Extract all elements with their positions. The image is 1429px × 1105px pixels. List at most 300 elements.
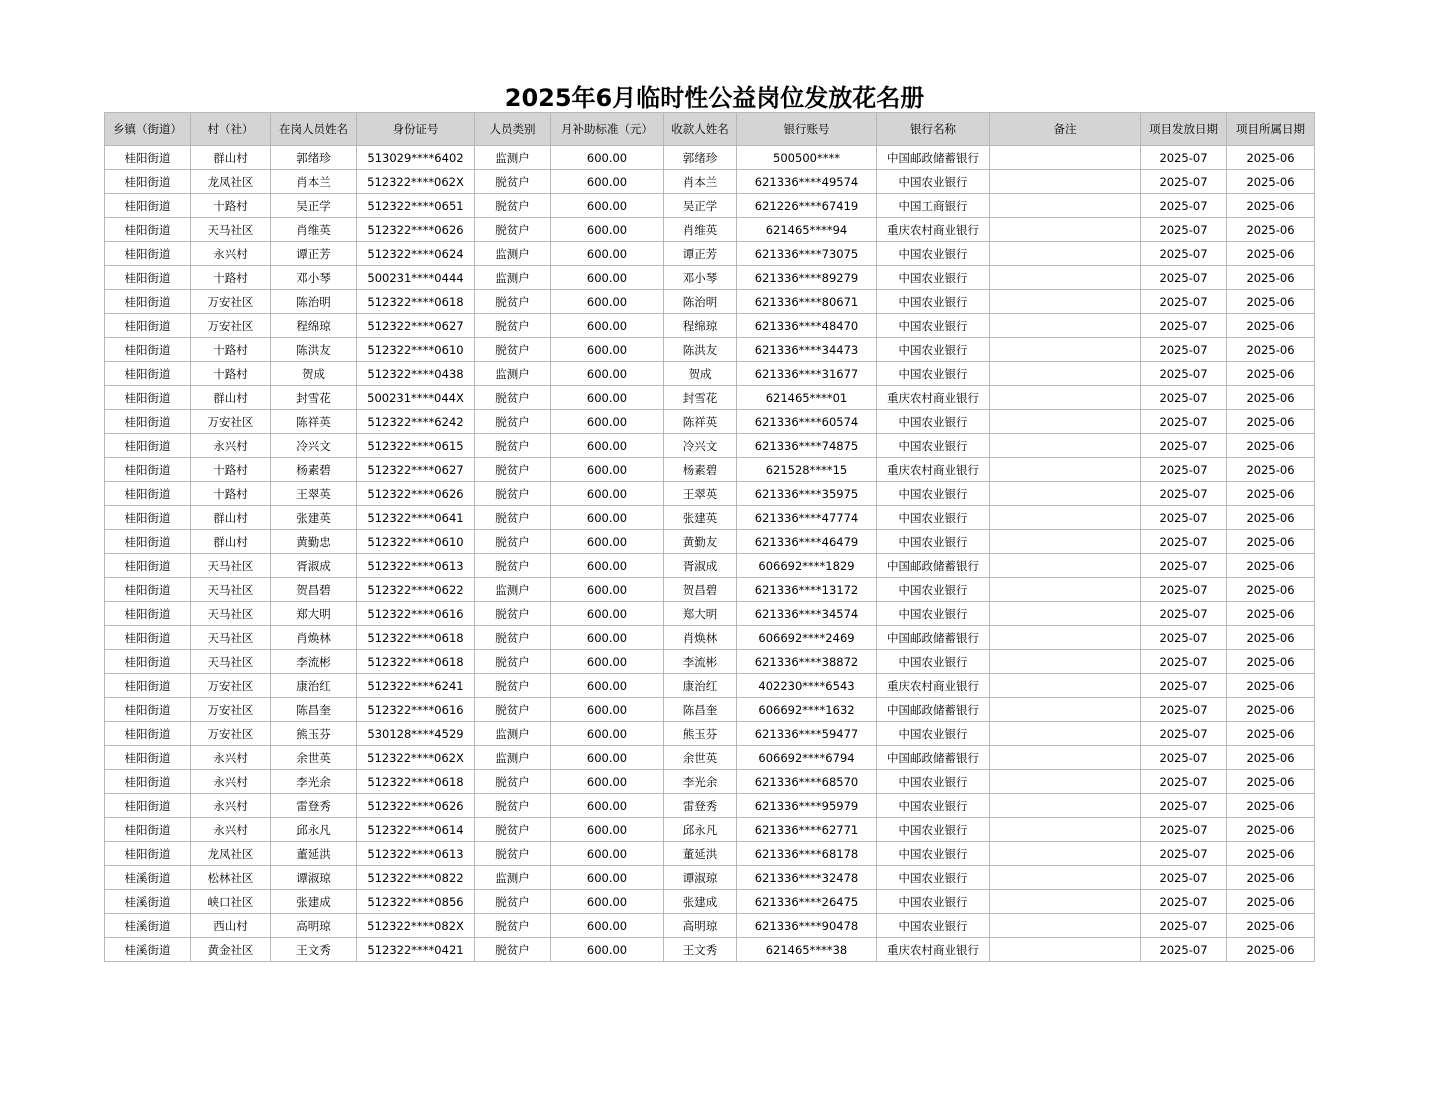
cell-category: 脱贫户 (475, 650, 551, 674)
cell-bank-account: 621336****68178 (737, 842, 877, 866)
cell-period-date: 2025-06 (1227, 146, 1315, 170)
cell-township: 桂溪街道 (105, 890, 191, 914)
cell-payee-name: 黄勤友 (664, 530, 737, 554)
cell-remarks (990, 482, 1141, 506)
cell-township: 桂阳街道 (105, 746, 191, 770)
cell-village: 天马社区 (191, 554, 271, 578)
cell-category: 脱贫户 (475, 482, 551, 506)
cell-period-date: 2025-06 (1227, 770, 1315, 794)
cell-pay-date: 2025-07 (1141, 650, 1227, 674)
cell-township: 桂阳街道 (105, 506, 191, 530)
cell-pay-date: 2025-07 (1141, 842, 1227, 866)
cell-village: 十路村 (191, 194, 271, 218)
cell-period-date: 2025-06 (1227, 410, 1315, 434)
cell-monthly-subsidy: 600.00 (551, 482, 664, 506)
header-staff-name: 在岗人员姓名 (271, 113, 357, 146)
cell-pay-date: 2025-07 (1141, 194, 1227, 218)
cell-staff-name: 杨素碧 (271, 458, 357, 482)
cell-village: 龙凤社区 (191, 170, 271, 194)
cell-staff-name: 谭正芳 (271, 242, 357, 266)
cell-village: 十路村 (191, 458, 271, 482)
cell-period-date: 2025-06 (1227, 866, 1315, 890)
cell-payee-name: 贺昌碧 (664, 578, 737, 602)
cell-village: 天马社区 (191, 602, 271, 626)
cell-pay-date: 2025-07 (1141, 554, 1227, 578)
cell-pay-date: 2025-07 (1141, 434, 1227, 458)
cell-payee-name: 张建英 (664, 506, 737, 530)
cell-township: 桂阳街道 (105, 146, 191, 170)
cell-remarks (990, 170, 1141, 194)
cell-category: 脱贫户 (475, 530, 551, 554)
cell-id-number: 512322****0822 (357, 866, 475, 890)
cell-pay-date: 2025-07 (1141, 386, 1227, 410)
cell-bank-name: 中国邮政储蓄银行 (877, 626, 990, 650)
cell-village: 万安社区 (191, 722, 271, 746)
cell-payee-name: 雷登秀 (664, 794, 737, 818)
table-row (105, 314, 1315, 338)
cell-bank-account: 621336****48470 (737, 314, 877, 338)
cell-id-number: 512322****0627 (357, 458, 475, 482)
cell-bank-name: 中国农业银行 (877, 266, 990, 290)
table-row (105, 218, 1315, 242)
cell-staff-name: 肖本兰 (271, 170, 357, 194)
cell-pay-date: 2025-07 (1141, 818, 1227, 842)
table-row (105, 698, 1315, 722)
cell-bank-name: 中国邮政储蓄银行 (877, 554, 990, 578)
cell-staff-name: 王翠英 (271, 482, 357, 506)
cell-township: 桂阳街道 (105, 602, 191, 626)
cell-pay-date: 2025-07 (1141, 410, 1227, 434)
cell-pay-date: 2025-07 (1141, 866, 1227, 890)
cell-pay-date: 2025-07 (1141, 602, 1227, 626)
cell-bank-account: 621336****90478 (737, 914, 877, 938)
cell-period-date: 2025-06 (1227, 242, 1315, 266)
cell-id-number: 512322****0618 (357, 626, 475, 650)
cell-id-number: 512322****0610 (357, 338, 475, 362)
cell-payee-name: 杨素碧 (664, 458, 737, 482)
cell-monthly-subsidy: 600.00 (551, 314, 664, 338)
cell-period-date: 2025-06 (1227, 890, 1315, 914)
cell-bank-account: 621336****13172 (737, 578, 877, 602)
table-row (105, 770, 1315, 794)
cell-village: 群山村 (191, 146, 271, 170)
cell-pay-date: 2025-07 (1141, 242, 1227, 266)
cell-pay-date: 2025-07 (1141, 626, 1227, 650)
cell-bank-account: 621465****38 (737, 938, 877, 962)
cell-payee-name: 封雪花 (664, 386, 737, 410)
cell-remarks (990, 698, 1141, 722)
cell-payee-name: 程绵琼 (664, 314, 737, 338)
cell-remarks (990, 194, 1141, 218)
cell-id-number: 500231****0444 (357, 266, 475, 290)
cell-category: 脱贫户 (475, 890, 551, 914)
cell-remarks (990, 218, 1141, 242)
cell-village: 永兴村 (191, 242, 271, 266)
cell-township: 桂阳街道 (105, 794, 191, 818)
cell-remarks (990, 842, 1141, 866)
cell-pay-date: 2025-07 (1141, 746, 1227, 770)
table-row (105, 674, 1315, 698)
cell-village: 十路村 (191, 338, 271, 362)
cell-monthly-subsidy: 600.00 (551, 914, 664, 938)
table-row (105, 554, 1315, 578)
cell-township: 桂阳街道 (105, 578, 191, 602)
cell-township: 桂阳街道 (105, 458, 191, 482)
cell-payee-name: 吴正学 (664, 194, 737, 218)
cell-payee-name: 董延洪 (664, 842, 737, 866)
header-bank-name: 银行名称 (877, 113, 990, 146)
cell-township: 桂阳街道 (105, 194, 191, 218)
header-id-number: 身份证号 (357, 113, 475, 146)
cell-bank-account: 621336****35975 (737, 482, 877, 506)
cell-period-date: 2025-06 (1227, 722, 1315, 746)
cell-bank-name: 中国农业银行 (877, 170, 990, 194)
cell-staff-name: 贺昌碧 (271, 578, 357, 602)
cell-id-number: 512322****062X (357, 170, 475, 194)
cell-village: 永兴村 (191, 746, 271, 770)
cell-id-number: 512322****0616 (357, 698, 475, 722)
cell-period-date: 2025-06 (1227, 818, 1315, 842)
header-remarks: 备注 (990, 113, 1141, 146)
table-row (105, 458, 1315, 482)
header-village: 村（社） (191, 113, 271, 146)
cell-payee-name: 高明琼 (664, 914, 737, 938)
cell-bank-name: 中国邮政储蓄银行 (877, 746, 990, 770)
cell-id-number: 512322****0651 (357, 194, 475, 218)
cell-bank-account: 621226****67419 (737, 194, 877, 218)
cell-category: 脱贫户 (475, 626, 551, 650)
cell-village: 十路村 (191, 362, 271, 386)
cell-bank-account: 621336****46479 (737, 530, 877, 554)
cell-monthly-subsidy: 600.00 (551, 218, 664, 242)
table-row (105, 650, 1315, 674)
cell-remarks (990, 674, 1141, 698)
cell-category: 脱贫户 (475, 794, 551, 818)
header-category: 人员类别 (475, 113, 551, 146)
cell-bank-account: 621336****68570 (737, 770, 877, 794)
cell-bank-name: 中国农业银行 (877, 578, 990, 602)
table-row (105, 818, 1315, 842)
table-row (105, 170, 1315, 194)
cell-bank-account: 621528****15 (737, 458, 877, 482)
cell-monthly-subsidy: 600.00 (551, 146, 664, 170)
cell-category: 监测户 (475, 266, 551, 290)
cell-id-number: 500231****044X (357, 386, 475, 410)
cell-staff-name: 程绵琼 (271, 314, 357, 338)
cell-id-number: 512322****0421 (357, 938, 475, 962)
cell-monthly-subsidy: 600.00 (551, 794, 664, 818)
cell-bank-name: 中国农业银行 (877, 818, 990, 842)
cell-staff-name: 郑大明 (271, 602, 357, 626)
cell-monthly-subsidy: 600.00 (551, 410, 664, 434)
cell-bank-name: 重庆农村商业银行 (877, 218, 990, 242)
cell-monthly-subsidy: 600.00 (551, 890, 664, 914)
cell-bank-account: 621336****26475 (737, 890, 877, 914)
cell-bank-name: 中国农业银行 (877, 290, 990, 314)
cell-remarks (990, 890, 1141, 914)
cell-staff-name: 康治红 (271, 674, 357, 698)
cell-period-date: 2025-06 (1227, 626, 1315, 650)
cell-remarks (990, 290, 1141, 314)
cell-monthly-subsidy: 600.00 (551, 434, 664, 458)
table-row (105, 578, 1315, 602)
cell-payee-name: 肖焕林 (664, 626, 737, 650)
cell-pay-date: 2025-07 (1141, 338, 1227, 362)
cell-payee-name: 肖维英 (664, 218, 737, 242)
cell-pay-date: 2025-07 (1141, 506, 1227, 530)
cell-payee-name: 邓小琴 (664, 266, 737, 290)
cell-bank-account: 621336****95979 (737, 794, 877, 818)
table-row (105, 290, 1315, 314)
table-row (105, 530, 1315, 554)
cell-monthly-subsidy: 600.00 (551, 338, 664, 362)
cell-period-date: 2025-06 (1227, 290, 1315, 314)
cell-village: 万安社区 (191, 290, 271, 314)
cell-id-number: 512322****0618 (357, 650, 475, 674)
cell-id-number: 512322****0618 (357, 770, 475, 794)
cell-period-date: 2025-06 (1227, 650, 1315, 674)
cell-staff-name: 张建英 (271, 506, 357, 530)
cell-period-date: 2025-06 (1227, 266, 1315, 290)
cell-period-date: 2025-06 (1227, 530, 1315, 554)
cell-monthly-subsidy: 600.00 (551, 698, 664, 722)
cell-remarks (990, 578, 1141, 602)
cell-remarks (990, 386, 1141, 410)
cell-id-number: 513029****6402 (357, 146, 475, 170)
cell-pay-date: 2025-07 (1141, 170, 1227, 194)
cell-pay-date: 2025-07 (1141, 146, 1227, 170)
table-row (105, 194, 1315, 218)
cell-remarks (990, 722, 1141, 746)
cell-township: 桂阳街道 (105, 170, 191, 194)
cell-payee-name: 郑大明 (664, 602, 737, 626)
cell-pay-date: 2025-07 (1141, 794, 1227, 818)
cell-township: 桂阳街道 (105, 266, 191, 290)
cell-bank-name: 中国农业银行 (877, 842, 990, 866)
cell-township: 桂阳街道 (105, 362, 191, 386)
cell-category: 脱贫户 (475, 914, 551, 938)
cell-monthly-subsidy: 600.00 (551, 170, 664, 194)
cell-id-number: 512322****0641 (357, 506, 475, 530)
cell-id-number: 512322****0622 (357, 578, 475, 602)
cell-remarks (990, 866, 1141, 890)
cell-township: 桂阳街道 (105, 434, 191, 458)
cell-bank-name: 中国农业银行 (877, 794, 990, 818)
cell-village: 群山村 (191, 386, 271, 410)
cell-township: 桂阳街道 (105, 650, 191, 674)
cell-village: 群山村 (191, 506, 271, 530)
cell-staff-name: 王文秀 (271, 938, 357, 962)
cell-staff-name: 肖维英 (271, 218, 357, 242)
cell-village: 永兴村 (191, 794, 271, 818)
cell-township: 桂阳街道 (105, 314, 191, 338)
cell-remarks (990, 410, 1141, 434)
cell-village: 天马社区 (191, 650, 271, 674)
cell-category: 监测户 (475, 146, 551, 170)
cell-monthly-subsidy: 600.00 (551, 650, 664, 674)
cell-village: 黄金社区 (191, 938, 271, 962)
cell-bank-account: 606692****1829 (737, 554, 877, 578)
cell-bank-account: 621465****94 (737, 218, 877, 242)
cell-bank-name: 中国农业银行 (877, 530, 990, 554)
cell-bank-name: 中国农业银行 (877, 866, 990, 890)
cell-monthly-subsidy: 600.00 (551, 578, 664, 602)
cell-payee-name: 王文秀 (664, 938, 737, 962)
cell-bank-account: 500500**** (737, 146, 877, 170)
cell-pay-date: 2025-07 (1141, 530, 1227, 554)
cell-monthly-subsidy: 600.00 (551, 770, 664, 794)
cell-bank-account: 621336****47774 (737, 506, 877, 530)
cell-remarks (990, 266, 1141, 290)
cell-monthly-subsidy: 600.00 (551, 290, 664, 314)
cell-payee-name: 郭绪珍 (664, 146, 737, 170)
cell-bank-account: 606692****2469 (737, 626, 877, 650)
cell-monthly-subsidy: 600.00 (551, 242, 664, 266)
table-row (105, 866, 1315, 890)
cell-payee-name: 肖本兰 (664, 170, 737, 194)
cell-period-date: 2025-06 (1227, 506, 1315, 530)
table-header-row (105, 113, 1315, 146)
cell-village: 群山村 (191, 530, 271, 554)
cell-monthly-subsidy: 600.00 (551, 746, 664, 770)
header-pay-date: 项目发放日期 (1141, 113, 1227, 146)
cell-township: 桂阳街道 (105, 698, 191, 722)
cell-category: 监测户 (475, 578, 551, 602)
cell-staff-name: 雷登秀 (271, 794, 357, 818)
cell-bank-name: 中国邮政储蓄银行 (877, 698, 990, 722)
cell-monthly-subsidy: 600.00 (551, 458, 664, 482)
cell-period-date: 2025-06 (1227, 458, 1315, 482)
cell-pay-date: 2025-07 (1141, 890, 1227, 914)
cell-remarks (990, 818, 1141, 842)
cell-remarks (990, 314, 1141, 338)
cell-bank-name: 中国邮政储蓄银行 (877, 146, 990, 170)
cell-remarks (990, 242, 1141, 266)
table-row (105, 266, 1315, 290)
cell-monthly-subsidy: 600.00 (551, 554, 664, 578)
cell-period-date: 2025-06 (1227, 578, 1315, 602)
cell-staff-name: 冷兴文 (271, 434, 357, 458)
cell-payee-name: 冷兴文 (664, 434, 737, 458)
cell-monthly-subsidy: 600.00 (551, 266, 664, 290)
table-row (105, 938, 1315, 962)
cell-township: 桂阳街道 (105, 530, 191, 554)
cell-remarks (990, 626, 1141, 650)
cell-bank-name: 中国农业银行 (877, 482, 990, 506)
cell-payee-name: 王翠英 (664, 482, 737, 506)
cell-period-date: 2025-06 (1227, 362, 1315, 386)
cell-category: 脱贫户 (475, 434, 551, 458)
cell-category: 脱贫户 (475, 554, 551, 578)
cell-staff-name: 胥淑成 (271, 554, 357, 578)
header-bank-account: 银行账号 (737, 113, 877, 146)
cell-category: 脱贫户 (475, 290, 551, 314)
cell-monthly-subsidy: 600.00 (551, 506, 664, 530)
cell-id-number: 512322****0438 (357, 362, 475, 386)
table-row (105, 386, 1315, 410)
cell-monthly-subsidy: 600.00 (551, 842, 664, 866)
cell-remarks (990, 746, 1141, 770)
cell-bank-name: 中国农业银行 (877, 410, 990, 434)
cell-payee-name: 陈洪友 (664, 338, 737, 362)
cell-payee-name: 陈昌奎 (664, 698, 737, 722)
cell-monthly-subsidy: 600.00 (551, 530, 664, 554)
cell-bank-name: 中国农业银行 (877, 722, 990, 746)
cell-pay-date: 2025-07 (1141, 770, 1227, 794)
cell-staff-name: 张建成 (271, 890, 357, 914)
cell-monthly-subsidy: 600.00 (551, 674, 664, 698)
cell-id-number: 512322****0626 (357, 218, 475, 242)
cell-category: 脱贫户 (475, 458, 551, 482)
header-payee-name: 收款人姓名 (664, 113, 737, 146)
cell-monthly-subsidy: 600.00 (551, 818, 664, 842)
cell-bank-account: 606692****1632 (737, 698, 877, 722)
cell-village: 峡口社区 (191, 890, 271, 914)
cell-staff-name: 高明琼 (271, 914, 357, 938)
cell-staff-name: 董延洪 (271, 842, 357, 866)
cell-period-date: 2025-06 (1227, 914, 1315, 938)
cell-staff-name: 郭绪珍 (271, 146, 357, 170)
cell-bank-name: 重庆农村商业银行 (877, 938, 990, 962)
cell-payee-name: 陈祥英 (664, 410, 737, 434)
cell-remarks (990, 434, 1141, 458)
cell-period-date: 2025-06 (1227, 482, 1315, 506)
table-row (105, 602, 1315, 626)
cell-pay-date: 2025-07 (1141, 290, 1227, 314)
cell-bank-account: 621336****32478 (737, 866, 877, 890)
cell-period-date: 2025-06 (1227, 554, 1315, 578)
cell-monthly-subsidy: 600.00 (551, 362, 664, 386)
cell-staff-name: 封雪花 (271, 386, 357, 410)
table-row (105, 746, 1315, 770)
cell-category: 监测户 (475, 362, 551, 386)
table-row (105, 434, 1315, 458)
cell-id-number: 512322****0615 (357, 434, 475, 458)
cell-pay-date: 2025-07 (1141, 458, 1227, 482)
cell-remarks (990, 938, 1141, 962)
cell-category: 脱贫户 (475, 194, 551, 218)
cell-bank-name: 中国农业银行 (877, 890, 990, 914)
cell-category: 脱贫户 (475, 770, 551, 794)
cell-id-number: 512322****0856 (357, 890, 475, 914)
cell-staff-name: 余世英 (271, 746, 357, 770)
cell-pay-date: 2025-07 (1141, 218, 1227, 242)
cell-bank-name: 重庆农村商业银行 (877, 386, 990, 410)
cell-township: 桂阳街道 (105, 482, 191, 506)
cell-staff-name: 熊玉芬 (271, 722, 357, 746)
cell-remarks (990, 914, 1141, 938)
table-row (105, 338, 1315, 362)
cell-period-date: 2025-06 (1227, 938, 1315, 962)
cell-category: 监测户 (475, 746, 551, 770)
cell-remarks (990, 458, 1141, 482)
cell-bank-account: 621336****59477 (737, 722, 877, 746)
cell-remarks (990, 146, 1141, 170)
table-row (105, 506, 1315, 530)
cell-township: 桂阳街道 (105, 674, 191, 698)
cell-bank-name: 中国农业银行 (877, 242, 990, 266)
cell-category: 脱贫户 (475, 842, 551, 866)
cell-township: 桂阳街道 (105, 626, 191, 650)
cell-period-date: 2025-06 (1227, 170, 1315, 194)
cell-bank-account: 621465****01 (737, 386, 877, 410)
cell-payee-name: 贺成 (664, 362, 737, 386)
cell-pay-date: 2025-07 (1141, 266, 1227, 290)
cell-monthly-subsidy: 600.00 (551, 386, 664, 410)
cell-bank-name: 中国农业银行 (877, 506, 990, 530)
cell-period-date: 2025-06 (1227, 194, 1315, 218)
cell-category: 脱贫户 (475, 602, 551, 626)
